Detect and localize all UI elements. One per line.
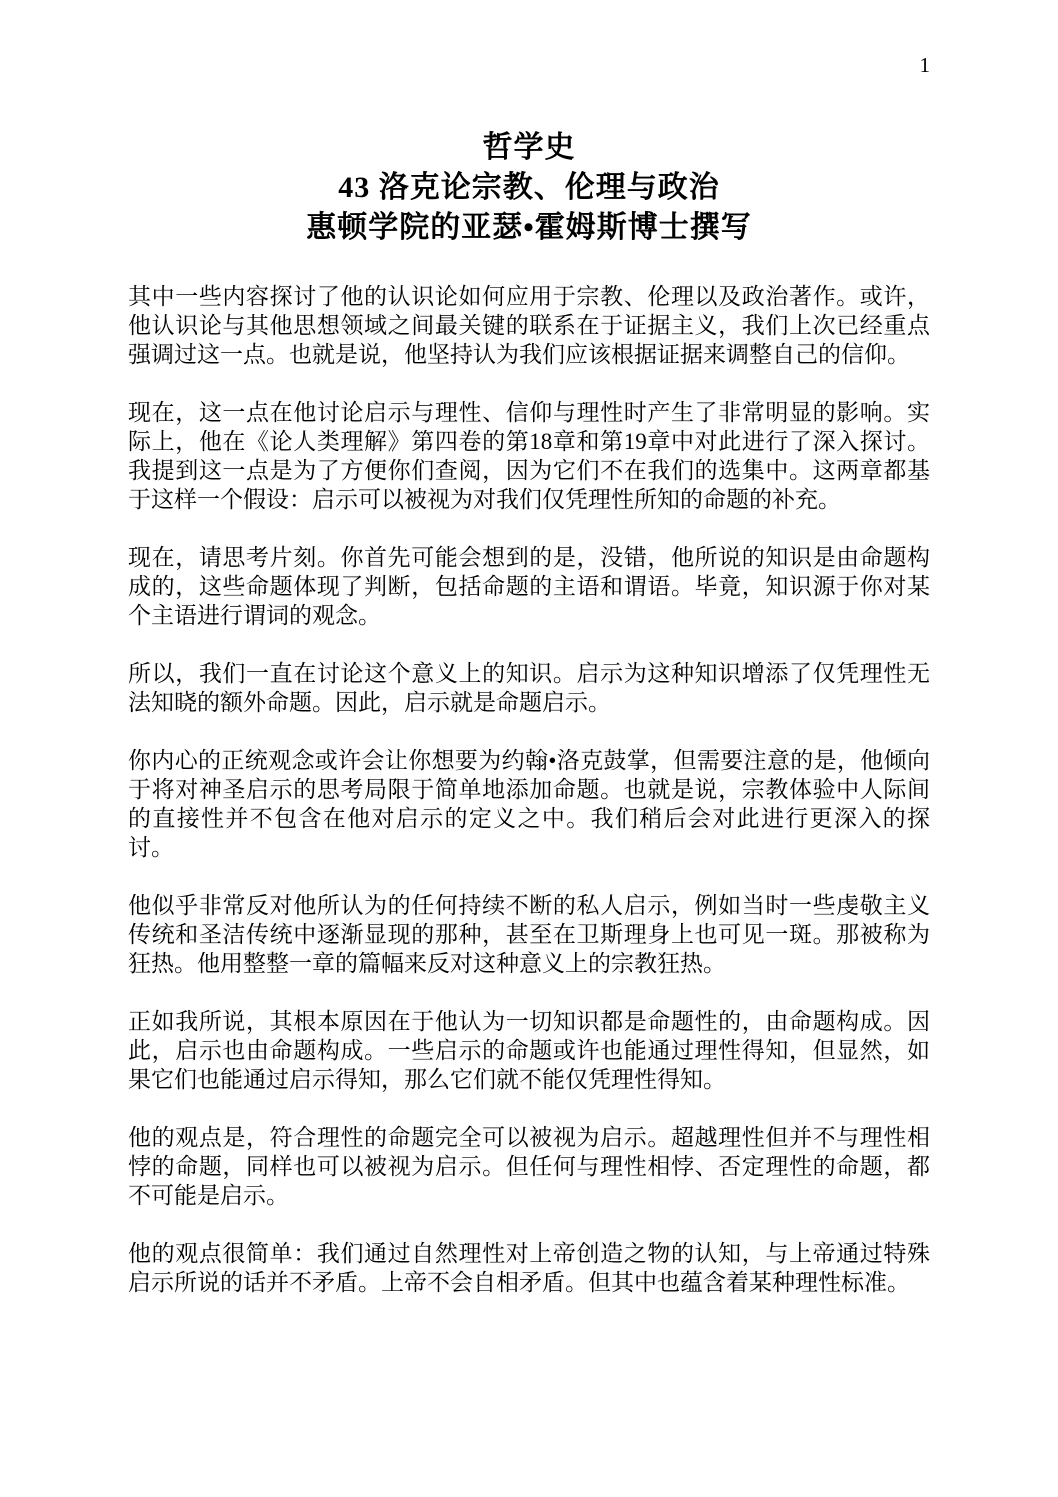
paragraph: 他似乎非常反对他所认为的任何持续不断的私人启示，例如当时一些虔敬主义传统和圣洁传统中逐渐显现的那种，甚至在卫斯理身上也可见一斑。那被称为狂热。他用整整一章的篇幅来反对这种意义上的宗教狂热。 (128, 893, 930, 976)
paragraph: 其中一些内容探讨了他的认识论如何应用于宗教、伦理以及政治著作。或许，他认识论与其他思想领域之间最关键的联系在于证据主义，我们上次已经重点强调过这一点。也就是说，他坚持认为我们应该根据证据来调整自己的信仰。 (128, 284, 930, 367)
page-number: 1 (919, 53, 930, 77)
paragraph: 他的观点是，符合理性的命题完全可以被视为启示。超越理性但并不与理性相悖的命题，同样也可以被视为启示。但任何与理性相悖、否定理性的命题，都不可能是启示。 (128, 1125, 930, 1208)
paragraph: 所以，我们一直在讨论这个意义上的知识。启示为这种知识增添了仅凭理性无法知晓的额外命题。因此，启示就是命题启示。 (128, 661, 930, 715)
paragraph: 你内心的正统观念或许会让你想要为约翰•洛克鼓掌，但需要注意的是，他倾向于将对神圣启示的思考局限于简单地添加命题。也就是说，宗教体验中人际间的直接性并不包含在他对启示的定义之中。我们稍后会对此进行更深入的探讨。 (128, 748, 930, 860)
title-line-lecture: 43 洛克论宗教、伦理与政治 (338, 171, 720, 204)
document-body (128, 248, 930, 1297)
paragraph: 他的观点很简单：我们通过自然理性对上帝创造之物的认知，与上帝通过特殊启示所说的话并不矛盾。上帝不会自相矛盾。但其中也蕴含着某种理性标准。 (128, 1241, 930, 1295)
document-title (0, 0, 1058, 248)
paragraph: 现在，这一点在他讨论启示与理性、信仰与理性时产生了非常明显的影响。实际上，他在《论人类理解》第四卷的第18章和第19章中对此进行了深入探讨。我提到这一点是为了方便你们查阅，因为它们不在我们的选集中。这两章都基于这样一个假设：启示可以被视为对我们仅凭理性所知的命题的补充。 (128, 400, 930, 512)
paragraph: 正如我所说，其根本原因在于他认为一切知识都是命题性的，由命题构成。因此，启示也由命题构成。一些启示的命题或许也能通过理性得知，但显然，如果它们也能通过启示得知，那么它们就不能仅凭理性得知。 (128, 1009, 930, 1092)
paragraph: 现在，请思考片刻。你首先可能会想到的是，没错，他所说的知识是由命题构成的，这些命题体现了判断，包括命题的主语和谓语。毕竟，知识源于你对某个主语进行谓词的观念。 (128, 545, 930, 628)
title-line-author: 惠顿学院的亚瑟•霍姆斯博士撰写 (306, 211, 752, 244)
title-line-subject: 哲学史 (482, 131, 576, 164)
